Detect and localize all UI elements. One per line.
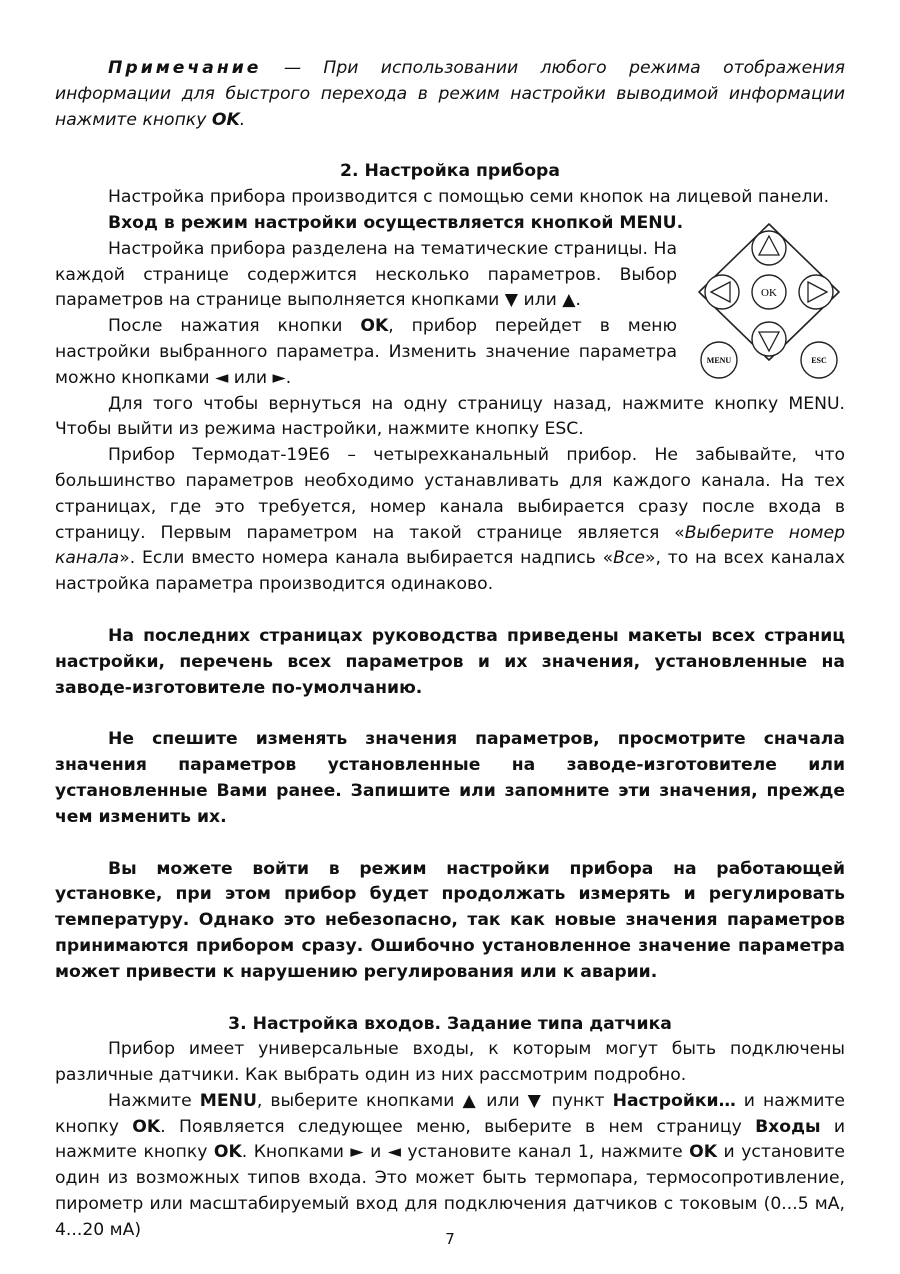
section2-p5: Для того чтобы вернуться на одну страницу назад, нажмите кнопку MENU. Чтобы выйти из режима настройки, нажмите кнопку ESC.	[55, 393, 845, 440]
s3-text-a: Нажмите	[108, 1090, 200, 1111]
section2-p6	[55, 443, 845, 598]
esc-label: ESC	[811, 356, 827, 365]
s3-text-d: . Появляется следующее меню, выберите в нем страницу	[160, 1116, 756, 1137]
s3-text-g: и установите один из возможных типов входа. Это может быть термопара, термосопротивление, пирометр или масштабируемый вход для подключения датчиков с токовым (0...5 мА, 4...20 мА)	[55, 1142, 846, 1240]
section3-heading: 3. Настройка входов. Задание типа датчика	[228, 1013, 672, 1034]
bold-notice-2: Не спешите изменять значения параметров, просмотрите сначала значения параметров установленные на заводе-изготовителе или установленные Вами ранее. Запишите или запомните эти значения, прежде чем изменить их.	[55, 729, 845, 827]
s3-text-c: и нажмите кнопку	[55, 1090, 845, 1137]
spacer	[55, 831, 845, 857]
p4-text-b: , прибор перейдет в меню настройки выбранного параметра. Изменить значение параметра можно кнопками ◄ или ►.	[55, 316, 677, 388]
s3-text-f: . Кнопками ► и ◄ установите канал 1, нажмите	[241, 1142, 690, 1163]
p6-text-b: ». Если вместо номера канала выбирается надпись «	[119, 548, 614, 569]
bold-notice-3: Вы можете войти в режим настройки прибора на работающей установке, при этом прибор будет продолжать измерять и регулировать температуру. Однако это небезопасно, так как новые значения параметров принимаются прибором сразу. Ошибочно установленное значение параметра может привести к нарушению регулирования или к аварии.	[55, 858, 845, 982]
bold-notice-1: На последних страницах руководства приведены макеты всех страниц настройки, перечень всех параметров и их значения, установленные на заводе-изготовителе по-умолчанию.	[55, 625, 845, 698]
note-ok: OK	[211, 109, 240, 130]
page-number: 7	[445, 1230, 455, 1248]
spacer	[55, 986, 845, 1012]
s3-menu: MENU	[199, 1090, 257, 1111]
note-text: — При использовании любого режима отображения информации для быстрого перехода в режим настройки выводимой информации нажмите кнопку	[55, 58, 845, 130]
section3-p2	[55, 1089, 845, 1244]
section2-p2: Вход в режим настройки осуществляется кнопкой MENU.	[108, 212, 684, 233]
document-page	[55, 56, 845, 1244]
note-label: Примечание	[108, 58, 262, 78]
p6-text-a: Прибор Термодат-19Е6 – четырехканальный прибор. Не забывайте, что большинство параметров необходимо устанавливать для каждого канала. На тех страницах, где это требуется, номер канала выбирается сразу после входа в страницу. Первым параметром на такой странице является «	[55, 445, 845, 543]
note-paragraph	[55, 56, 845, 133]
s3-ok-2: OK	[213, 1142, 242, 1163]
section2-heading: 2. Настройка прибора	[340, 161, 560, 182]
s3-ok-3: OK	[689, 1142, 718, 1163]
p6-italic-all: Все	[613, 548, 645, 569]
p4-ok: OK	[360, 316, 389, 337]
section2-p4	[55, 314, 677, 391]
s3-text-e: и нажмите кнопку	[55, 1116, 845, 1163]
ok-label: OK	[761, 287, 777, 299]
note-end: .	[239, 109, 246, 130]
keypad-diagram	[693, 220, 845, 382]
p6-text-c: », то на всех каналах настройка параметра производится одинаково.	[55, 548, 846, 595]
p6-italic-channel: Выберите номер канала	[55, 522, 845, 569]
s3-text-b: , выберите кнопками ▲ или ▼ пункт	[256, 1090, 613, 1111]
p4-text-a: После нажатия кнопки	[108, 316, 361, 337]
s3-settings: Настройки…	[612, 1090, 736, 1111]
section2-p1: Настройка прибора производится с помощью семи кнопок на лицевой панели.	[108, 187, 830, 208]
s3-inputs: Входы	[755, 1116, 821, 1137]
s3-ok-1: OK	[132, 1116, 161, 1137]
spacer	[55, 701, 845, 727]
section2-p3: Настройка прибора разделена на тематические страницы. На каждой странице содержится несколько параметров. Выбор параметров на странице выполняется кнопками ▼ или ▲.	[55, 238, 677, 311]
section3-p1: Прибор имеет универсальные входы, к которым могут быть подключены различные датчики. Как выбрать один из них рассмотрим подробно.	[55, 1039, 845, 1086]
menu-label: MENU	[706, 356, 732, 365]
spacer	[55, 598, 845, 624]
spacer	[55, 133, 845, 159]
